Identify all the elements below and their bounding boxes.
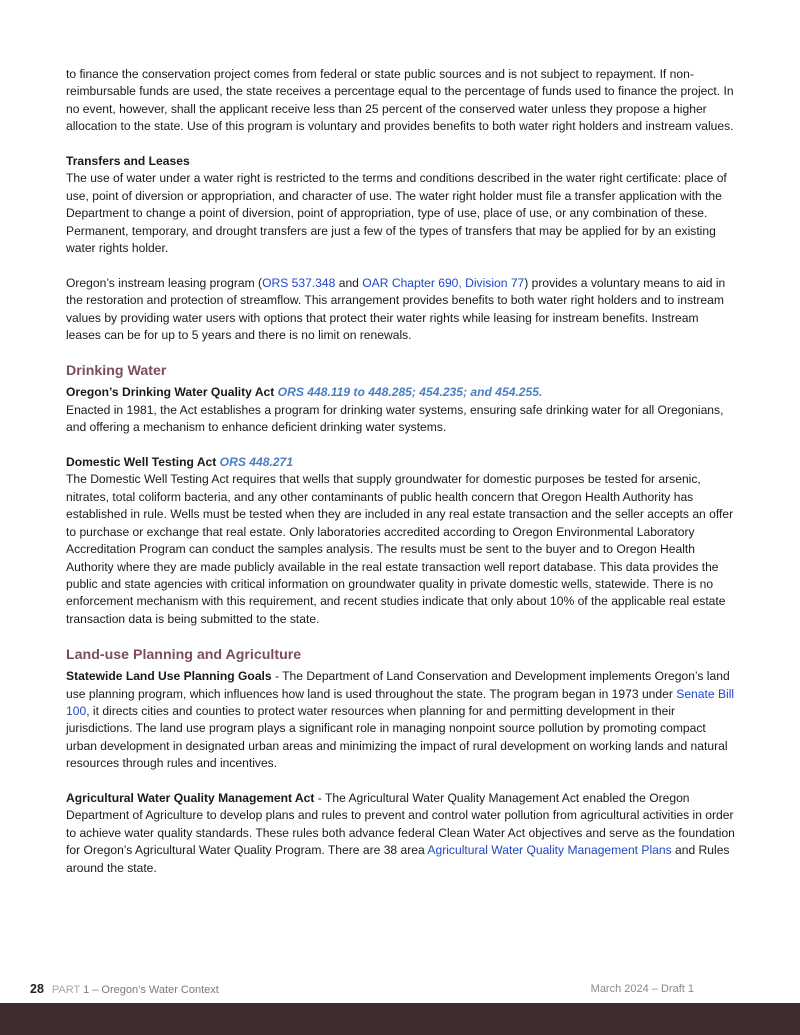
- page-number: 28: [30, 982, 44, 996]
- well-act-ref: ORS 448.271: [219, 455, 293, 470]
- transfers-heading: Transfers and Leases: [66, 154, 190, 169]
- ors-537-348-link[interactable]: ORS 537.348: [262, 275, 336, 290]
- senate-bill-100-link[interactable]: Senate Bill 100: [66, 686, 735, 718]
- drinking-water-act-title: [66, 384, 736, 401]
- instream-leasing-paragraph: [66, 275, 736, 345]
- drinking-water-act-body: Enacted in 1981, the Act establishes a program for drinking water systems, ensuring safe drinking water for all Oregonians, and offering a mechanism to enhance deficient drinking water systems.: [66, 402, 724, 435]
- transfers-body: The use of water under a water right is restricted to the terms and conditions described in the water right certificate: place of use, point of diversion or appropriation, and character of use. The water right holder must file a transfer application with the Department to change a point of diversion, point of appropriation, type of use, place of use, or any combination of these. Permanent, temporary, and drought transfers are just a few of the types of transfers that may be applied for by an existing water rights holder.: [66, 171, 727, 256]
- ag-water-quality-paragraph: [66, 790, 736, 877]
- well-testing-act-title: [66, 454, 736, 471]
- footer-part-context: 1 – Oregon’s Water Context: [80, 984, 219, 996]
- goals-suffix: , it directs cities and counties to protect water resources when planning for and permitting development in their jurisdictions. The land use program plays a significant role in managing nonpoint source pollution by promoting compact urban development in designated urban areas and minimizing the impact of rural development on working lands and natural resources through rules and incentives.: [66, 703, 728, 771]
- oar-chapter-690-link[interactable]: OAR Chapter 690, Division 77: [362, 275, 525, 290]
- drinking-act-ref: ORS 448.119 to 448.285; 454.235; and 454.255.: [277, 385, 543, 400]
- ag-water-quality-plans-link[interactable]: Agricultural Water Quality Management Plans: [427, 843, 672, 858]
- ag-water-quality-title: Agricultural Water Quality Management Act: [66, 790, 315, 805]
- page-content: [66, 66, 736, 877]
- leasing-and: and: [335, 275, 363, 290]
- leasing-suffix: ) provides a voluntary means to aid in the restoration and protection of streamflow. This arrangement provides benefits to both water right holders and to instream values by providing water users with options that protect their water rights while leasing for instream benefits. Instream leases can be for up to 5 years and there is no limit on renewals.: [66, 275, 726, 343]
- ag-prefix: - The Agricultural Water Quality Management Act enabled the Oregon Department of Agriculture to develop plans and rules to prevent and control water pollution from agricultural activities in order to achieve water quality standards. These rules both advance federal Clean Water Act objectives and serve as the foundation for Oregon’s Agricultural Water Quality Program. There are 38 area: [66, 790, 735, 858]
- land-use-goals-paragraph: [66, 668, 736, 772]
- well-act-name: Domestic Well Testing Act: [66, 455, 220, 470]
- drinking-act-name: Oregon’s Drinking Water Quality Act: [66, 385, 278, 400]
- land-use-heading: Land-use Planning and Agriculture: [66, 647, 302, 664]
- well-testing-act-body: The Domestic Well Testing Act requires that wells that supply groundwater for domestic purposes be tested for arsenic, nitrates, total coliform bacteria, and any other contaminants of public health concern that Oregon Health Authority has established in rule. Wells must be tested when they are included in any real estate transaction and the seller accepts an offer to purchase or exchange that real estate. Only laboratories accredited according to Oregon Environmental Laboratory Accreditation Program can conduct the samples analysis. The results must be sent to the buyer and to Oregon Health Authority where they are made publicly available in the real estate transaction well report database. This data provides the public and state agencies with critical information on groundwater quality in private domestic wells, statewide. There is no enforcement mechanism with this requirement, and recent studies indicate that only about 10% of the applicable real estate transaction data is being submitted to the state.: [66, 472, 734, 626]
- page-footer: [30, 982, 694, 996]
- goals-prefix: - The Department of Land Conservation and Development implements Oregon’s land use planning program, which influences how land is used throughout the state. The program began in 1973 under: [66, 669, 730, 701]
- footer-part-label: PART: [51, 984, 81, 996]
- drinking-water-heading: Drinking Water: [66, 363, 167, 380]
- land-use-goals-title: Statewide Land Use Planning Goals: [66, 669, 272, 684]
- bottom-band: [0, 1003, 800, 1035]
- leasing-prefix: Oregon’s instream leasing program (: [66, 275, 263, 290]
- ag-suffix: and Rules around the state.: [66, 843, 730, 875]
- intro-paragraph: to finance the conservation project comes from federal or state public sources and is not subject to repayment. If non-reimbursable funds are used, the state receives a percentage equal to the percentage of funds used to finance the project. In no event, however, shall the applicant receive less than 25 percent of the conserved water unless they propose a higher allocation to the state. Use of this program is voluntary and provides benefits to both water right holders and instream values.: [66, 67, 734, 134]
- footer-date: March 2024 – Draft 1: [590, 983, 694, 995]
